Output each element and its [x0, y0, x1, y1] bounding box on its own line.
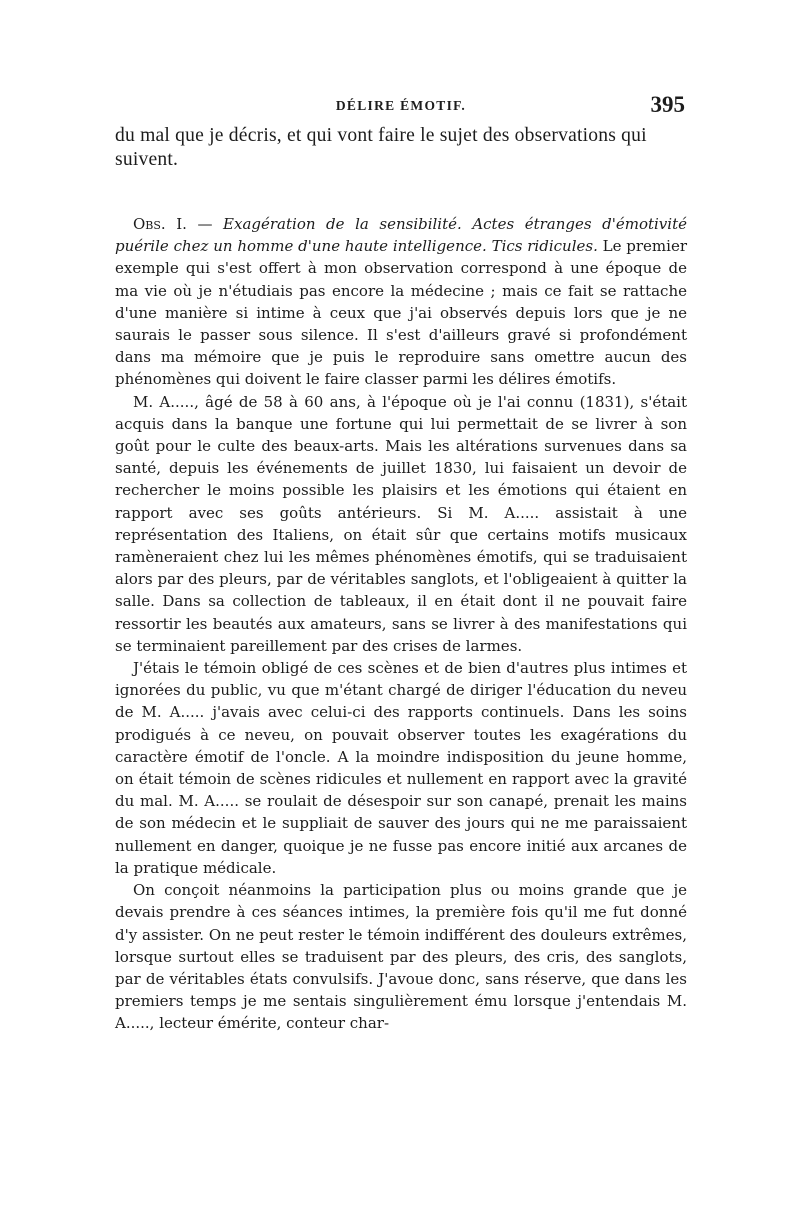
observation-label: Obs. I. — [133, 215, 213, 233]
paragraph: J'étais le témoin obligé de ces scènes et de bien d'autres plus intimes et ignorées du public, vu que m'étant chargé de diriger l'éducation du neveu de M. A..... j'avais avec celui-ci des rapports continuels. Dans les soins prodigués à ce neveu, on pouvait observer toutes les exagérations du caractère émotif de l'oncle. A la moindre indisposition du jeune homme, on était témoin de scènes ridicules et nullement en rapport avec la gravité du mal. M. A..... se roulait de désespoir sur son canapé, prenait les mains de son médecin et le suppliait de sauver des jours qui ne me paraissaient nullement en danger, quoique je ne fusse pas encore initié aux arcanes de la pratique médicale. [115, 659, 687, 877]
running-title: DÉLIRE ÉMOTIF. [335, 98, 467, 113]
book-page [115, 92, 687, 1035]
observation-title: Exagération de la sensibilité. Actes étranges d'émotivité puérile chez un homme d'une haute intelligence. Tics ridicules. [115, 215, 687, 256]
paragraph: M. A....., âgé de 58 à 60 ans, à l'époque où je l'ai connu (1831), s'était acquis dans la banque une fortune qui lui permettait de se livrer à son goût pour le culte des beaux-arts. Mais les altérations survenues dans sa santé, depuis les événements de juillet 1830, lui faisaient un devoir de rechercher le moins possible les plaisirs et les émotions qui étaient en rapport avec ses goûts antérieurs. Si M. A..... assistait à une représentation des Italiens, on était sûr que certains motifs musicaux ramèneraient chez lui les mêmes phénomènes émotifs, qui se traduisaient alors par des pleurs, par de véritables sanglots, et l'obligeaient à quitter la salle. Dans sa collection de tableaux, il en était dont il ne pouvait faire ressortir les beautés aux amateurs, sans se livrer à des manifestations qui se terminaient pareillement par des crises de larmes. [115, 392, 687, 655]
running-header [115, 92, 687, 118]
observation-paragraph [115, 213, 687, 391]
page-body [115, 213, 687, 1035]
paragraph: On conçoit néanmoins la participation plus ou moins grande que je devais prendre à ces séances intimes, la première fois qu'il me fut donné d'y assister. On ne peut rester le témoin indifférent des douleurs extrêmes, lorsque surtout elles se traduisent par des pleurs, des cris, des sanglots, par de véritables états convulsifs. J'avoue donc, sans réserve, que dans les premiers temps je me sentais singulièrement ému lorsque j'entendais M. A....., lecteur émérite, conteur char- [115, 881, 687, 1033]
page-number: 395 [650, 92, 685, 117]
observation-text: Le premier exemple qui s'est offert à mon observation correspond à une époque de ma vie où je n'étudiais pas encore la médecine ; mais ce fait se rattache d'une manière si intime à ceux que j'ai observés depuis lors que je ne saurais le passer sous silence. Il s'est d'ailleurs gravé si profondément dans ma mémoire que je puis le reproduire sans omettre aucun des phénomènes qui doivent le faire classer parmi les délires émotifs. [115, 237, 687, 389]
continued-text: du mal que je décris, et qui vont faire le sujet des observations qui suivent. [115, 125, 647, 170]
